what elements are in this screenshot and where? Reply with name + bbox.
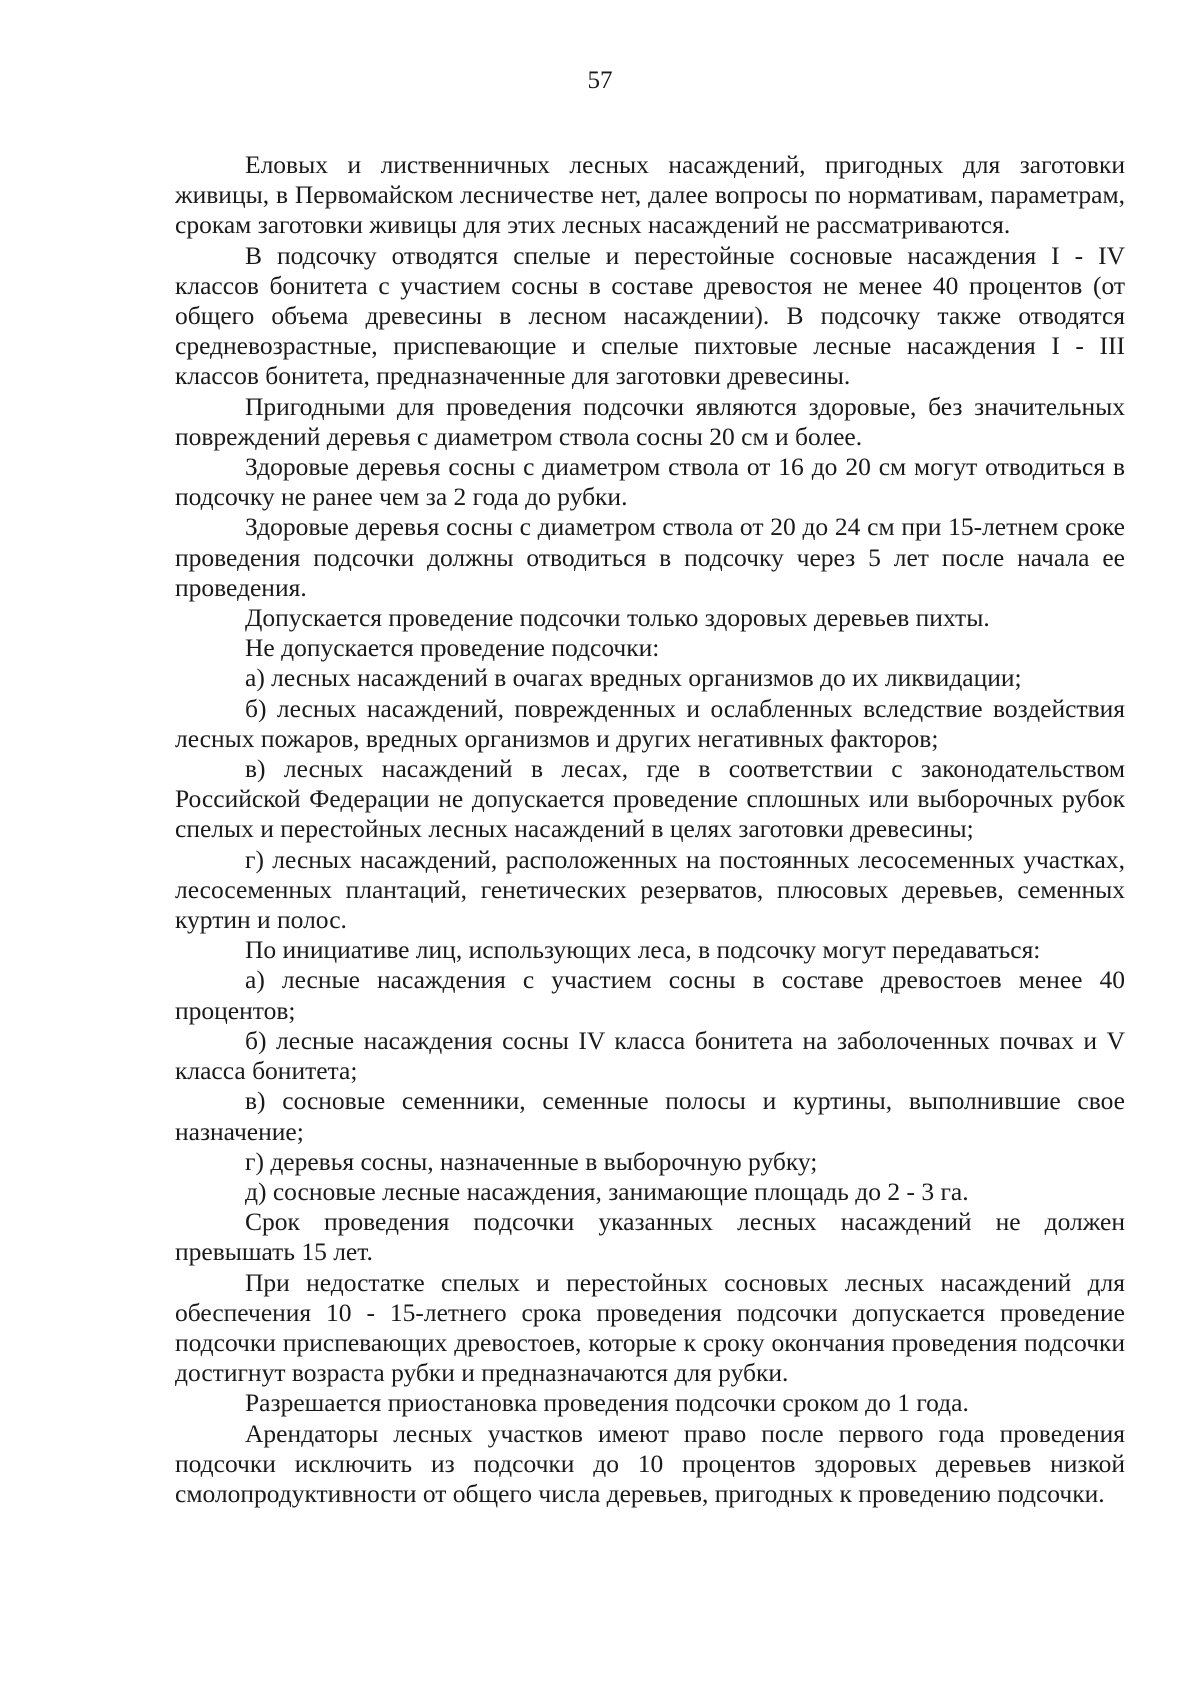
list-item: в) сосновые семенники, семенные полосы и куртины, выполнившие свое назначение;	[175, 1086, 1125, 1146]
paragraph: Арендаторы лесных участков имеют право после первого года проведения подсочки исключить из подсочки до 10 процентов здоровых деревьев низкой смолопродуктивности от общего числа деревьев, пригодных к проведению подсочки.	[175, 1418, 1125, 1508]
paragraph: Разрешается приостановка проведения подсочки сроком до 1 года.	[245, 1388, 969, 1418]
paragraph: Допускается проведение подсочки только здоровых деревьев пихты.	[245, 603, 990, 633]
paragraph: Здоровые деревья сосны с диаметром ствола от 20 до 24 см при 15-летнем сроке проведения подсочки должны отводиться в подсочку через 5 лет после начала ее проведения.	[175, 512, 1125, 602]
paragraph: При недостатке спелых и перестойных сосновых лесных насаждений для обеспечения 10 - 15-летнего срока проведения подсочки допускается проведение подсочки приспевающих древостоев, которые к сроку окончания проведения подсочки достигнут возраста рубки и предназначаются для рубки.	[175, 1267, 1125, 1388]
list-item: г) деревья сосны, назначенные в выборочную рубку;	[245, 1146, 818, 1176]
paragraph: Пригодными для проведения подсочки являются здоровые, без значительных повреждений деревья с диаметром ствола сосны 20 см и более.	[175, 391, 1125, 451]
paragraph: По инициативе лиц, использующих леса, в подсочку могут передаваться:	[245, 935, 1041, 965]
document-body	[175, 150, 1125, 1509]
paragraph: Здоровые деревья сосны с диаметром ствола от 16 до 20 см могут отводиться в подсочку не ранее чем за 2 года до рубки.	[175, 452, 1125, 512]
list-item: а) лесных насаждений в очагах вредных организмов до их ликвидации;	[245, 663, 1022, 693]
paragraph: Еловых и лиственничных лесных насаждений, пригодных для заготовки живицы, в Первомайском лесничестве нет, далее вопросы по нормативам, параметрам, срокам заготовки живицы для этих лесных насаждений не рассматриваются.	[175, 150, 1125, 240]
list-item: а) лесные насаждения с участием сосны в составе древостоев менее 40 процентов;	[175, 965, 1125, 1025]
list-item: д) сосновые лесные насаждения, занимающие площадь до 2 - 3 га.	[245, 1176, 969, 1206]
list-item: г) лесных насаждений, расположенных на постоянных лесосеменных участках, лесосеменных плантаций, генетических резерватов, плюсовых деревьев, семенных куртин и полос.	[175, 844, 1125, 935]
page-number: 57	[587, 67, 613, 94]
list-item: б) лесные насаждения сосны IV класса бонитета на заболоченных почвах и V класса бонитета;	[175, 1025, 1125, 1086]
paragraph: Срок проведения подсочки указанных лесных насаждений не должен превышать 15 лет.	[175, 1207, 1125, 1267]
paragraph: Не допускается проведение подсочки:	[245, 633, 660, 663]
list-item: б) лесных насаждений, поврежденных и ослабленных вследствие воздействия лесных пожаров, вредных организмов и других негативных факторов;	[175, 693, 1125, 753]
list-item: в) лесных насаждений в лесах, где в соответствии с законодательством Российской Федерации не допускается проведение сплошных или выборочных рубок спелых и перестойных лесных насаждений в целях заготовки древесины;	[175, 754, 1125, 844]
paragraph: В подсочку отводятся спелые и перестойные сосновые насаждения I - IV классов бонитета с участием сосны в составе древостоя не менее 40 процентов (от общего объема древесины в лесном насаждении). В подсочку также отводятся средневозрастные, приспевающие и спелые пихтовые лесные насаждения I - III классов бонитета, предназначенные для заготовки древесины.	[175, 240, 1125, 391]
